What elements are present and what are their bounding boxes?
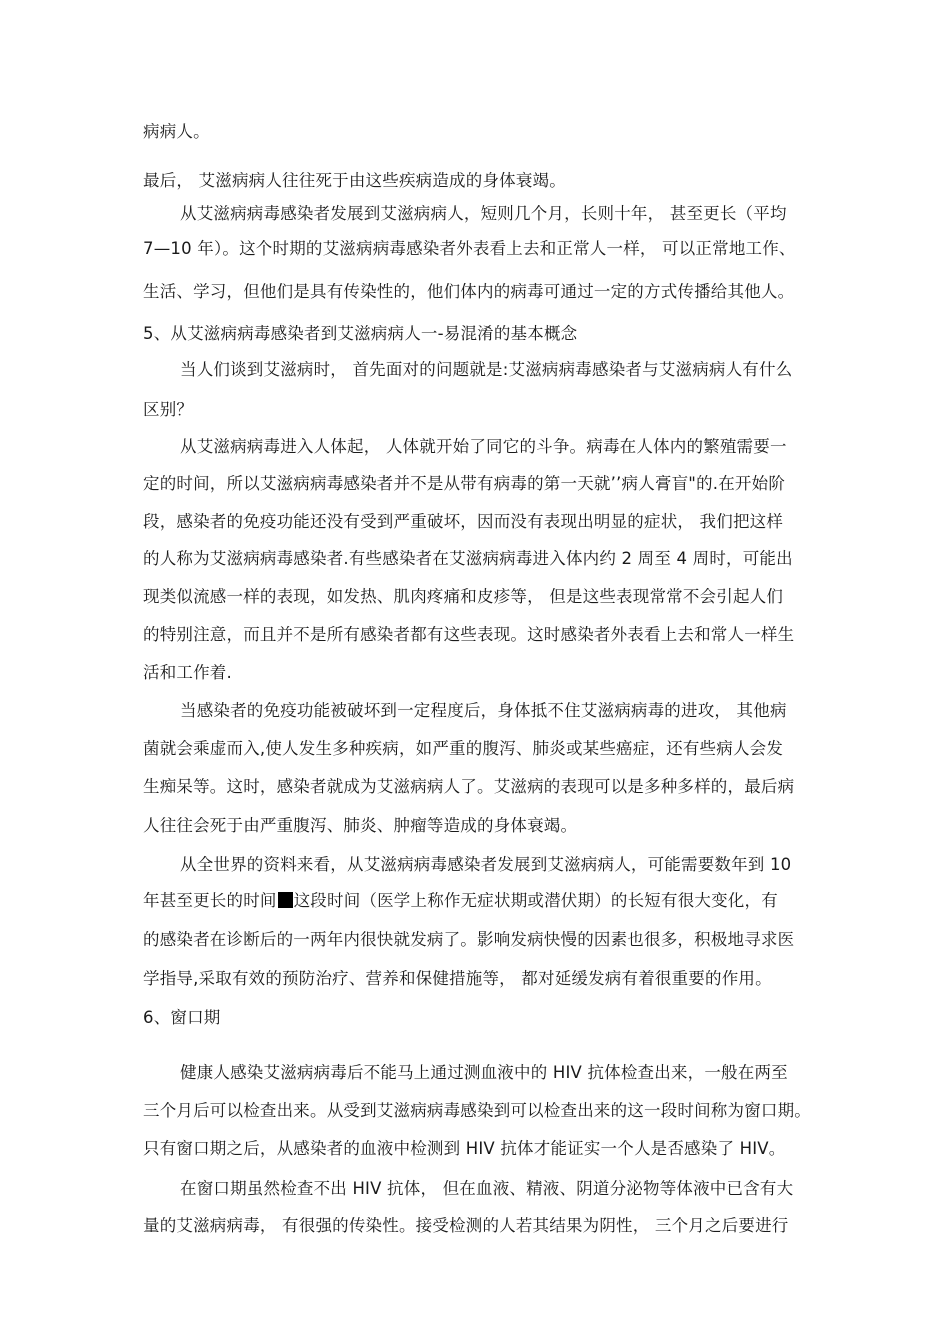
paragraph-line: 菌就会乘虚而入,使人发生多种疾病，如严重的腹泻、肺炎或某些癌症，还有些病人会发 [143,739,784,758]
paragraph-line: 从艾滋病病毒进入人体起， 人体就开始了同它的斗争。病毒在人体内的繁殖需要一 [180,437,787,456]
paragraph-line-part: 这段时间（医学上称作无症状期或潜伏期）的长短有很大变化，有 [293,891,778,910]
paragraph-line: 只有窗口期之后，从感染者的血液中检测到 HIV 抗体才能证实一个人是否感染了 HIV。 [143,1139,786,1158]
paragraph-line: 学指导,采取有效的预防治疗、营养和保健措施等， 都对延缓发病有着很重要的作用。 [143,969,772,988]
section-heading-6: 6、窗口期 [143,1008,221,1027]
paragraph-line: 定的时间，所以艾滋病病毒感染者并不是从带有病毒的第一天就’’病人膏盲"的.在开始阶 [143,474,786,493]
paragraph-line: 病病人。 [143,122,210,141]
paragraph-line: 三个月后可以检查出来。从受到艾滋病病毒感染到可以检查出来的这一段时间称为窗口期。 [143,1101,811,1120]
paragraph-line: 现类似流感一样的表现，如发热、肌肉疼痛和皮疹等， 但是这些表现常常不会引起人们 [143,587,784,606]
paragraph-line: 当感染者的免疫功能被破坏到一定程度后，身体抵不住艾滋病病毒的进攻， 其他病 [180,701,787,720]
paragraph-line: 从全世界的资料来看，从艾滋病病毒感染者发展到艾滋病病人，可能需要数年到 10 [180,855,792,874]
paragraph-line: 的人称为艾滋病病毒感染者.有些感染者在艾滋病病毒进入体内约 2 周至 4 周时，可能出 [143,549,793,568]
paragraph-line: 段，感染者的免疫功能还没有受到严重破坏，因而没有表现出明显的症状， 我们把这样 [143,512,784,531]
paragraph-line: 活和工作着. [143,663,232,682]
paragraph-line: 生活、学习，但他们是具有传染性的，他们体内的病毒可通过一定的方式传播给其他人。 [143,282,795,301]
paragraph-line: 健康人感染艾滋病病毒后不能马上通过测血液中的 HIV 抗体检查出来，一般在两至 [180,1063,788,1082]
paragraph-line: 从艾滋病病毒感染者发展到艾滋病病人，短则几个月，长则十年， 甚至更长（平均 [180,204,787,223]
paragraph-line: 的特别注意，而且并不是所有感染者都有这些表现。这时感染者外表看上去和常人一样生 [143,625,795,644]
paragraph-line: 当人们谈到艾滋病时， 首先面对的问题就是:艾滋病病毒感染者与艾滋病病人有什么 [180,360,793,379]
paragraph-line: 的感染者在诊断后的一两年内很快就发病了。影响发病快慢的因素也很多，积极地寻求医 [143,930,795,949]
paragraph-line: 生痴呆等。这时，感染者就成为艾滋病病人了。艾滋病的表现可以是多种多样的，最后病 [143,777,795,796]
paragraph-line: 区别？ [143,400,194,419]
paragraph-line: 人往往会死于由严重腹泻、肺炎、肿瘤等造成的身体衰竭。 [143,816,578,835]
paragraph-line [143,890,778,912]
paragraph-line: 在窗口期虽然检查不出 HIV 抗体， 但在血液、精液、阴道分泌物等体液中已含有大 [180,1179,794,1198]
section-heading-5: 5、从艾滋病病毒感染者到艾滋病病人一-易混淆的基本概念 [143,324,578,343]
paragraph-line: 最后， 艾滋病病人往往死于由这些疾病造成的身体衰竭。 [143,171,566,190]
paragraph-line-part: 年甚至更长的时间 [143,891,277,910]
paragraph-line: 7—10 年）。这个时期的艾滋病病毒感染者外表看上去和正常人一样， 可以正常地工作、 [143,239,796,258]
paragraph-line: 量的艾滋病病毒， 有很强的传染性。接受检测的人若其结果为阴性， 三个月之后要进行 [143,1216,789,1235]
black-square-mark [278,892,293,908]
